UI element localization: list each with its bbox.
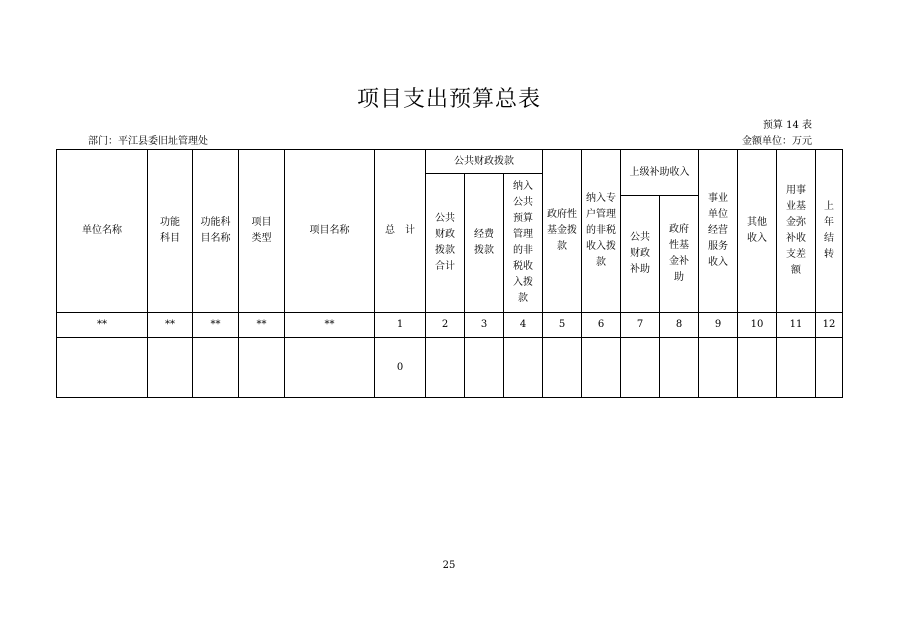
data-cell (543, 338, 582, 398)
index-cell: 7 (621, 313, 660, 338)
header-func-subject-name: 功能科目名称 (193, 150, 239, 313)
header-public-finance-group: 公共财政拨款 (426, 150, 543, 174)
data-cell (738, 338, 777, 398)
index-cell: 5 (543, 313, 582, 338)
index-cell: ** (239, 313, 285, 338)
header-total: 总 计 (375, 150, 426, 313)
header-project-name: 项目名称 (285, 150, 375, 313)
header-operating-funds: 经费拨款 (465, 174, 504, 313)
index-cell: 8 (660, 313, 699, 338)
department-label: 部门：平江县委旧址管理处 (88, 136, 208, 147)
index-cell: 3 (465, 313, 504, 338)
header-upper-public-subsidy: 公共财政补助 (621, 196, 660, 313)
header-upper-subsidy-group: 上级补助收入 (621, 150, 699, 196)
data-cell (816, 338, 843, 398)
page-title: 项目支出预算总表 (356, 87, 541, 112)
header-other-income: 其他收入 (738, 150, 777, 313)
header-unit-name: 单位名称 (57, 150, 148, 313)
header-func-subject: 功能科目 (148, 150, 193, 313)
index-cell: 10 (738, 313, 777, 338)
data-cell (699, 338, 738, 398)
data-cell (465, 338, 504, 398)
index-cell: 4 (504, 313, 543, 338)
data-cell (239, 338, 285, 398)
header-business-income: 事业单位经营服务收入 (699, 150, 738, 313)
header-carryover: 上年结转 (816, 150, 843, 313)
data-cell (660, 338, 699, 398)
index-cell: 6 (582, 313, 621, 338)
index-cell: 9 (699, 313, 738, 338)
data-cell (57, 338, 148, 398)
form-number: 预算 14 表 (762, 120, 812, 131)
data-cell (148, 338, 193, 398)
header-budget-nontax: 纳入公共预算管理的非税收入拨款 (504, 174, 543, 313)
data-cell (582, 338, 621, 398)
data-row (57, 338, 843, 398)
data-cell-total: 0 (375, 338, 426, 398)
index-cell: 11 (777, 313, 816, 338)
index-cell: ** (285, 313, 375, 338)
amount-unit-label: 金额单位：万元 (742, 136, 812, 147)
header-gov-fund: 政府性基金拨款 (543, 150, 582, 313)
header-upper-gov-fund-subsidy: 政府性基金补助 (660, 196, 699, 313)
index-cell: 1 (375, 313, 426, 338)
header-fund-gap: 用事业基金弥补收支差额 (777, 150, 816, 313)
header-special-nontax: 纳入专户管理的非税收入拨款 (582, 150, 621, 313)
index-row (57, 313, 843, 338)
data-cell (285, 338, 375, 398)
index-cell: ** (193, 313, 239, 338)
index-cell: 2 (426, 313, 465, 338)
index-cell: 12 (816, 313, 843, 338)
budget-table (56, 149, 843, 398)
data-cell (504, 338, 543, 398)
index-cell: ** (57, 313, 148, 338)
data-cell (193, 338, 239, 398)
data-cell (621, 338, 660, 398)
data-cell (777, 338, 816, 398)
index-cell: ** (148, 313, 193, 338)
data-cell (426, 338, 465, 398)
page-number: 25 (442, 560, 456, 571)
header-project-type: 项目类型 (239, 150, 285, 313)
header-public-finance-total: 公共财政拨款合计 (426, 174, 465, 313)
